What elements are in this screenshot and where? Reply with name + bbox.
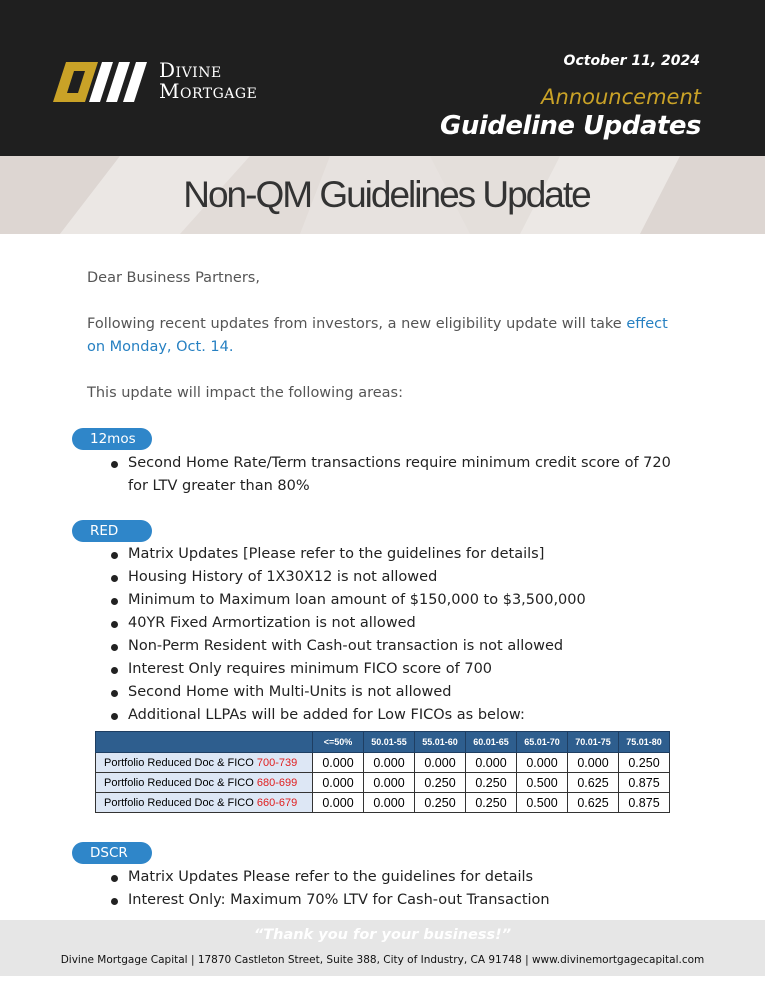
effect-highlight: effect <box>626 316 668 332</box>
bullet-icon <box>111 713 118 720</box>
company-logo <box>52 60 282 106</box>
announcement-label: Announcement <box>541 85 701 109</box>
announcement-date: October 11, 2024 <box>563 53 700 69</box>
bullet-icon <box>111 898 118 905</box>
table-header-cell: 75.01-80 <box>619 732 670 753</box>
table-cell: 0.000 <box>313 773 364 793</box>
list-item <box>107 635 687 658</box>
bullet-icon <box>111 644 118 651</box>
table-row <box>96 753 670 773</box>
logo-stripes-icon <box>52 60 157 104</box>
table-header-empty <box>96 732 313 753</box>
fico-range: 680-699 <box>256 776 298 789</box>
list-item-text: Matrix Updates Please refer to the guidelines for details <box>128 869 534 885</box>
table-cell: 0.500 <box>517 773 568 793</box>
bullet-icon <box>111 598 118 605</box>
intro-text: Following recent updates from investors, a new eligibility update will take <box>87 316 627 332</box>
bullet-icon <box>111 667 118 674</box>
list-item <box>107 452 687 475</box>
intro-paragraph <box>87 313 677 359</box>
table-cell: 0.000 <box>313 793 364 813</box>
table-cell: 0.000 <box>517 753 568 773</box>
bullet-icon <box>111 621 118 628</box>
list-item <box>107 566 687 589</box>
table-cell: 0.000 <box>466 753 517 773</box>
bullet-icon <box>111 575 118 582</box>
footer <box>0 920 765 976</box>
table-row <box>96 793 670 813</box>
list-item-text: Housing History of 1X30X12 is not allowed <box>128 569 438 585</box>
table-header-cell: 55.01-60 <box>415 732 466 753</box>
section-badge-dscr: DSCR <box>72 842 152 864</box>
list-item-text: Interest Only requires minimum FICO score of 700 <box>128 661 493 677</box>
effective-date: on Monday, Oct. 14. <box>87 339 234 355</box>
table-cell: 0.000 <box>313 753 364 773</box>
bullet-icon <box>111 690 118 697</box>
table-header-row <box>96 732 670 753</box>
row-label-text: Portfolio Reduced Doc & FICO <box>104 796 257 809</box>
list-item-text: Non-Perm Resident with Cash-out transaction is not allowed <box>128 638 564 654</box>
table-cell: 0.000 <box>364 793 415 813</box>
table-header-cell: <=50% <box>313 732 364 753</box>
greeting: Dear Business Partners, <box>87 270 260 286</box>
table-cell: 0.625 <box>568 793 619 813</box>
list-item <box>107 543 687 566</box>
row-label <box>96 773 313 793</box>
list-item <box>107 612 687 635</box>
list-item <box>107 889 687 912</box>
table-cell: 0.000 <box>364 753 415 773</box>
fico-range: 700-739 <box>256 756 298 769</box>
table-cell: 0.000 <box>364 773 415 793</box>
list-item-text: Second Home Rate/Term transactions require minimum credit score of 720 <box>128 455 671 471</box>
bullet-icon <box>111 875 118 882</box>
list-item <box>107 589 687 612</box>
page-title: Non-QM Guidelines Update <box>183 174 590 215</box>
list-item-text: 40YR Fixed Armortization is not allowed <box>128 615 416 631</box>
bullet-icon <box>111 461 118 468</box>
section-badge-12mos: 12mos <box>72 428 152 450</box>
logo-line-2: Mortgage <box>159 79 258 103</box>
table-cell: 0.875 <box>619 773 670 793</box>
list-item-text: Second Home with Multi-Units is not allowed <box>128 684 452 700</box>
table-cell: 0.625 <box>568 773 619 793</box>
table-row <box>96 773 670 793</box>
table-header-cell: 50.01-55 <box>364 732 415 753</box>
header-title: Guideline Updates <box>440 111 701 141</box>
header <box>0 0 765 156</box>
list-item <box>107 681 687 704</box>
impact-text: This update will impact the following areas: <box>87 385 403 401</box>
title-banner <box>0 156 765 234</box>
row-label-text: Portfolio Reduced Doc & FICO <box>104 776 257 789</box>
table-cell: 0.250 <box>415 773 466 793</box>
logo-wordmark <box>159 60 257 102</box>
list-dscr <box>107 866 687 912</box>
list-item <box>107 658 687 681</box>
row-label-text: Portfolio Reduced Doc & FICO <box>104 756 257 769</box>
table-cell: 0.250 <box>466 773 517 793</box>
table-cell: 0.250 <box>619 753 670 773</box>
list-item-text: for LTV greater than 80% <box>128 478 310 494</box>
list-item-text: Additional LLPAs will be added for Low FICOs as below: <box>128 707 525 723</box>
row-label <box>96 793 313 813</box>
row-label <box>96 753 313 773</box>
fico-range: 660-679 <box>256 796 298 809</box>
list-item-text: Minimum to Maximum loan amount of $150,000 to $3,500,000 <box>128 592 586 608</box>
table-cell: 0.000 <box>568 753 619 773</box>
logo-line-1: Divine <box>159 58 222 82</box>
table-cell: 0.500 <box>517 793 568 813</box>
contact-info: Divine Mortgage Capital | 17870 Castleton Street, Suite 388, City of Industry, CA 91748 | www.divinemortgagecapital.com <box>60 954 705 966</box>
list-12mos <box>107 452 687 498</box>
table-header-cell: 65.01-70 <box>517 732 568 753</box>
list-item-text: Interest Only: Maximum 70% LTV for Cash-out Transaction <box>128 892 550 908</box>
table-cell: 0.250 <box>466 793 517 813</box>
table-cell: 0.875 <box>619 793 670 813</box>
list-item-continuation <box>107 475 687 498</box>
thank-you-message: “Thank you for your business!” <box>253 927 512 943</box>
section-badge-red: RED <box>72 520 152 542</box>
table-cell: 0.250 <box>415 793 466 813</box>
table-cell: 0.000 <box>415 753 466 773</box>
table-header-cell: 60.01-65 <box>466 732 517 753</box>
table-header-cell: 70.01-75 <box>568 732 619 753</box>
list-item <box>107 704 687 727</box>
list-item <box>107 866 687 889</box>
list-red <box>107 543 687 727</box>
list-item-text: Matrix Updates [Please refer to the guidelines for details] <box>128 546 545 562</box>
llpa-table <box>95 731 670 813</box>
bullet-icon <box>111 552 118 559</box>
